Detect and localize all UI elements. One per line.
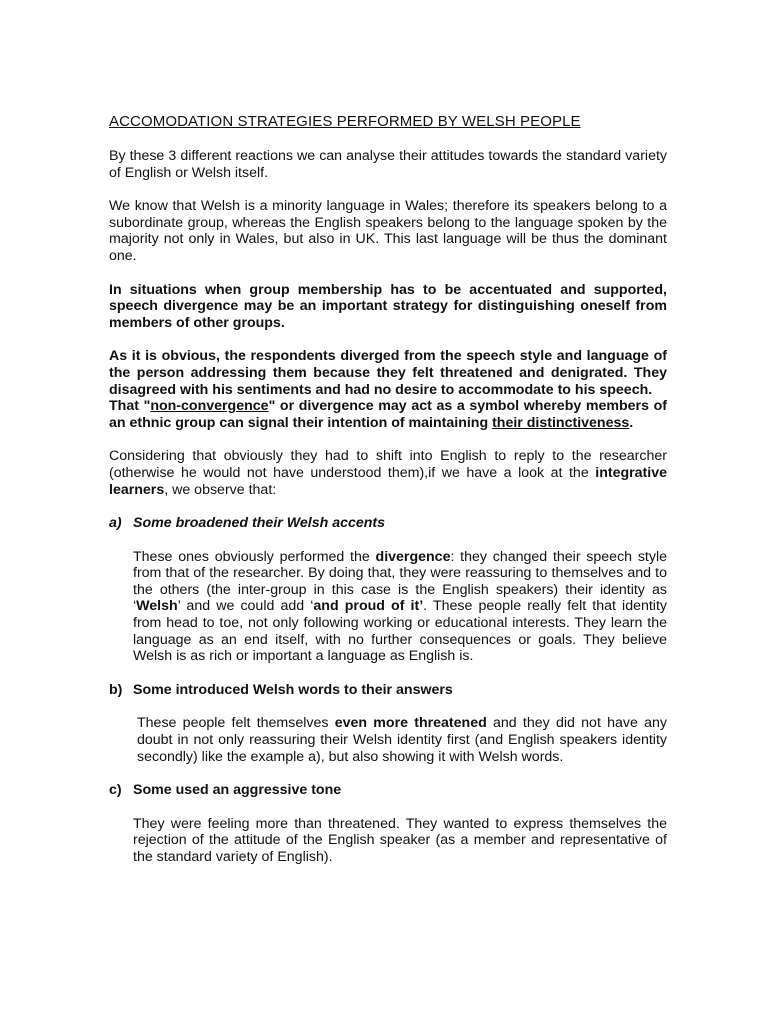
distinctiveness-term: their distinctiveness xyxy=(492,414,630,431)
list-marker-b: b) xyxy=(109,681,123,698)
paragraph-intro: By these 3 different reactions we can analyse their attitudes towards the standard variety of English or Welsh itself. xyxy=(109,148,667,181)
paragraph-minority-language: We know that Welsh is a minority language in Wales; therefore its speakers belong to a subordinate group, whereas the English speakers belong to the language spoken by the majority not only in Wales, but also in UK. This last language will be thus the dominant one. xyxy=(109,198,667,264)
non-convergence-pre: That " xyxy=(109,398,151,415)
list-marker-c: c) xyxy=(109,782,122,799)
non-convergence-term: non-convergence xyxy=(150,398,269,415)
list-heading-b xyxy=(109,682,667,699)
document-page xyxy=(109,113,667,883)
list-heading-a xyxy=(109,515,667,532)
a-text-4: . These people really felt that identity from head to toe, not only following working or educational interests. They learn the language as an end itself, with no further consequences or goals. They believe Welsh is as rich or important a language as English is. xyxy=(133,598,667,665)
integrative-pre: Considering that obviously they had to shift into English to reply to the researcher (otherwise he would not have understood them),if we have a look at the xyxy=(109,448,667,481)
b-text-2: and they did not have any doubt in not only reassuring their Welsh identity first (and English speakers identity secondly) like the example a), but also showing it with Welsh words. xyxy=(137,715,668,765)
a-text-3: ’ and we could add ‘ xyxy=(177,598,314,615)
integrative-learners-term: integrative learners xyxy=(109,464,667,498)
paragraph-integrative-learners xyxy=(109,448,667,498)
non-convergence-mid: " or divergence may act as a symbol whereby members of an ethnic group can signal their intention of maintaining xyxy=(109,398,667,431)
a-text-1: These ones obviously performed the xyxy=(133,548,376,565)
integrative-post: , we observe that: xyxy=(164,481,277,498)
paragraph-respondents-diverged: As it is obvious, the respondents diverged from the speech style and language of the person addressing them because they felt threatened and denigrated. They disagreed with his sentiments and had no desire to accommodate to his speech. xyxy=(109,348,667,398)
list-marker-a: a) xyxy=(109,515,122,532)
non-convergence-post: . xyxy=(629,414,634,431)
paragraph-b-body xyxy=(137,715,667,765)
a-bold-divergence: divergence xyxy=(375,548,451,565)
a-bold-proud: and proud of it’ xyxy=(313,598,424,615)
paragraph-c-body: They were feeling more than threatened. They wanted to express themselves the rejection of the attitude of the English speaker (as a member and representative of the standard variety of English). xyxy=(133,815,667,865)
list-heading-a-text: Some broadened their Welsh accents xyxy=(133,515,386,532)
b-text-1: These people felt themselves xyxy=(137,715,335,732)
paragraph-group-membership: In situations when group membership has to be accentuated and supported, speech divergence may be an important strategy for distinguishing oneself from members of other groups. xyxy=(109,281,667,331)
paragraph-non-convergence xyxy=(109,398,667,431)
list-heading-c-text: Some used an aggressive tone xyxy=(133,782,342,799)
b-bold-threatened: even more threatened xyxy=(334,715,487,732)
paragraph-a-body xyxy=(133,549,667,665)
a-text-2: : they changed their speech style from that of the researcher. By doing that, they were reassuring to themselves and to the others (the inter-group in this case is the English speakers) their identity as ‘ xyxy=(133,548,667,615)
list-heading-b-text: Some introduced Welsh words to their answers xyxy=(133,681,453,698)
document-title: ACCOMODATION STRATEGIES PERFORMED BY WELSH PEOPLE xyxy=(109,113,581,130)
a-bold-welsh: Welsh xyxy=(136,598,178,615)
list-heading-c xyxy=(109,782,667,799)
